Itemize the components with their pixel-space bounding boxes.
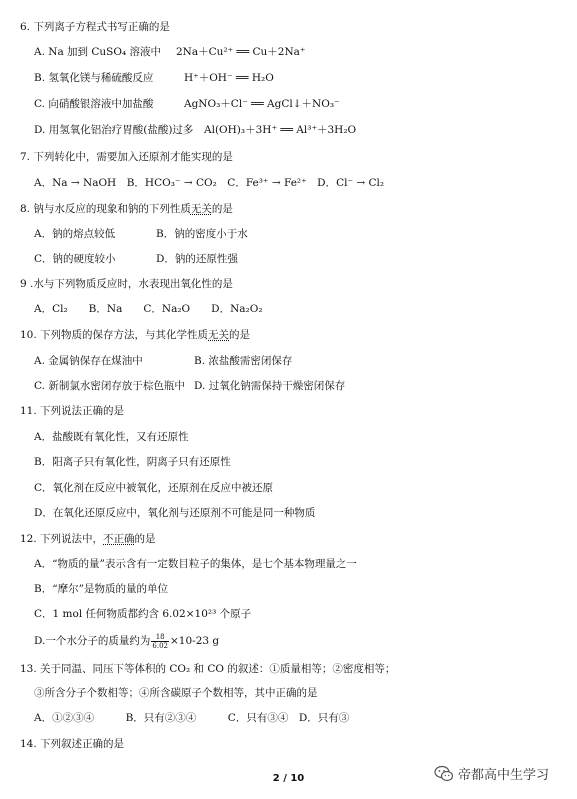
q6-d-text: 用氢氧化铝治疗胃酸(盐酸)过多 (48, 124, 194, 136)
q6-a-equation: 2Na＋Cu²⁺ ══ Cu＋2Na⁺ (176, 46, 306, 58)
q10-option-d: D. 过氧化钠需保持干燥密闭保存 (194, 380, 346, 392)
q12-d-denominator: 6.02 (152, 641, 168, 650)
q12-option-b: B．“摩尔”是物质的量的单位 (34, 583, 168, 595)
q12-option-d (34, 632, 219, 650)
q12-stem (20, 532, 156, 546)
q6-option-a (34, 45, 161, 59)
q6-b-text: 氢氧化镁与稀硫酸反应 (48, 72, 154, 84)
q11-option-c: C．氧化剂在反应中被氧化，还原剂在反应中被还原 (34, 482, 274, 494)
q10-option-a: A. 金属钠保存在煤油中 (34, 355, 143, 367)
q11-option-a: A．盐酸既有氧化性，又有还原性 (34, 431, 189, 443)
q6-option-b (34, 71, 153, 85)
q11-option-d: D．在氧化还原反应中，氧化剂与还原剂不可能是同一种物质 (34, 507, 316, 519)
q6-c-equation: AgNO₃＋Cl⁻ ══ AgCl↓＋NO₃⁻ (184, 98, 340, 110)
q6-option-c (34, 97, 153, 111)
q12-option-a: A．“物质的量”表示含有一定数目粒子的集体，是七个基本物理量之一 (34, 558, 357, 570)
q10-stem-post: 的是 (229, 329, 251, 341)
q8-stem-post: 的是 (211, 203, 233, 215)
q14-stem: 14. 下列叙述正确的是 (20, 738, 125, 750)
q12-d-pre: D.一个水分子的质量约为 (34, 635, 151, 647)
watermark (434, 764, 549, 783)
q7-stem: 7. 下列转化中，需要加入还原剂才能实现的是 (20, 151, 233, 163)
q8-option-c: C．钠的硬度较小 (34, 253, 116, 265)
q6-d-equation: Al(OH)₃＋3H⁺ ══ Al³⁺＋3H₂O (204, 124, 357, 136)
q10-stem-pre: 10. 下列物质的保存方法，与其化学性质 (20, 329, 209, 341)
q8-stem-pre: 8. 钠与水反应的现象和钠的下列性质 (20, 203, 191, 215)
q6-c-text: 向硝酸银溶液中加盐酸 (48, 98, 154, 110)
q6-a-text: Na 加到 CuSO₄ 溶液中 (48, 46, 162, 58)
q7-options: A．Na → NaOH B．HCO₃⁻ → CO₂ C．Fe³⁺ → Fe²⁺ D．Cl⁻ → Cl₂ (34, 177, 385, 189)
q10-option-c: C. 新制氯水密闭存放于棕色瓶中 (34, 380, 185, 392)
q6-option-d (34, 123, 193, 137)
q13-stem-line1: 13. 关于同温、同压下等体积的 CO₂ 和 CO 的叙述：①质量相等；②密度相等； (20, 663, 396, 675)
q8-stem-emphasis: 无关 (190, 203, 212, 215)
q11-option-b: B．阳离子只有氧化性，阴离子只有还原性 (34, 456, 231, 468)
q12-stem-post: 的是 (134, 533, 156, 545)
q6-b-label: B. (34, 72, 46, 84)
q8-option-a: A．钠的熔点较低 (34, 228, 116, 240)
q10-stem (20, 328, 250, 342)
q8-option-d: D．钠的还原性强 (156, 253, 238, 265)
q11-stem: 11. 下列说法正确的是 (20, 405, 125, 417)
q6-c-label: C. (34, 98, 45, 110)
q6-d-label: D. (34, 124, 46, 136)
q6-b-equation: H⁺＋OH⁻ ══ H₂O (184, 72, 274, 84)
wechat-icon (434, 765, 454, 783)
q13-stem-line2: ③所含分子个数相等；④所含碳原子个数相等，其中正确的是 (34, 687, 318, 699)
q10-stem-emphasis: 无关 (208, 329, 230, 341)
q9-stem: 9 .水与下列物质反应时，水表现出氧化性的是 (20, 278, 233, 290)
q12-option-c: C．1 mol 任何物质都约含 6.02×10²³ 个原子 (34, 608, 252, 620)
q6-a-label: A. (34, 46, 45, 58)
q12-d-fraction (151, 633, 169, 650)
page-number: 2 / 10 (272, 773, 305, 784)
q6-stem: 6. 下列离子方程式书写正确的是 (20, 21, 170, 33)
q12-d-numerator: 18 (151, 633, 169, 642)
q8-stem (20, 202, 233, 216)
q9-options: A．Cl₂ B．Na C．Na₂O D．Na₂O₂ (34, 303, 263, 315)
q12-d-post: ×10-23 g (169, 635, 220, 647)
q12-stem-pre: 12. 下列说法中， (20, 533, 104, 545)
watermark-text: 帝都高中生学习 (458, 768, 550, 783)
q8-option-b: B．钠的密度小于水 (156, 228, 248, 240)
q10-option-b: B. 浓盐酸需密闭保存 (194, 355, 293, 367)
q12-stem-emphasis: 不正确 (103, 533, 135, 545)
q13-options: A．①②③④ B．只有②③④ C．只有③④ D．只有③ (34, 712, 350, 724)
